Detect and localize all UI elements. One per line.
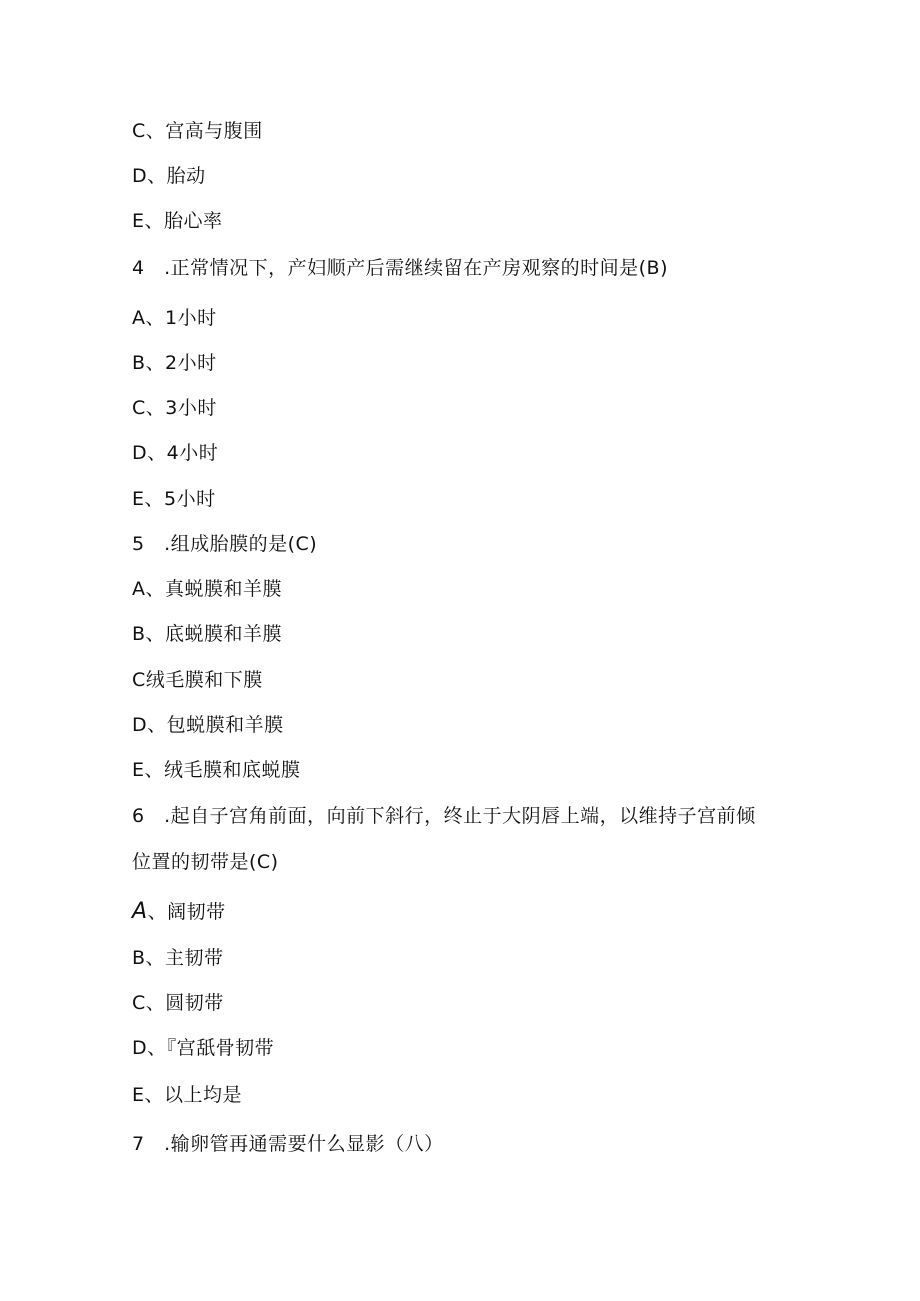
q4-option-c: C、3小时 <box>132 397 217 419</box>
q6-option-e: E、以上均是 <box>132 1084 243 1106</box>
q5-option-e: E、绒毛膜和底蜕膜 <box>132 759 301 781</box>
q6-option-a <box>132 899 226 925</box>
q6-option-d: D、『宫舐骨韧带 <box>132 1037 275 1059</box>
question-6-continued: 位置的韧带是(C) <box>132 851 279 873</box>
q5-option-b: B、底蜕膜和羊膜 <box>132 623 283 645</box>
q6-option-c: C、圆韧带 <box>132 992 224 1014</box>
q6-option-a-text: 、阔韧带 <box>147 901 226 923</box>
q5-option-d: D、包蜕膜和羊膜 <box>132 714 284 736</box>
option-e-fetal-heart-rate: E、胎心率 <box>132 210 223 232</box>
q5-option-a: A、真蜕膜和羊膜 <box>132 578 282 600</box>
option-c-uterine-height: C、宫高与腹围 <box>132 120 263 142</box>
question-4: 4 .正常情况下，产妇顺产后需继续留在产房观察的时间是(B) <box>132 257 668 279</box>
q4-option-a: A、1小时 <box>132 307 217 329</box>
q4-option-b: B、2小时 <box>132 352 217 374</box>
q4-option-d: D、4小时 <box>132 442 219 464</box>
q5-option-c: C绒毛膜和下膜 <box>132 669 263 691</box>
question-7: 7 .输卵管再通需要什么显影（八） <box>132 1133 444 1155</box>
q6-option-b: B、主韧带 <box>132 947 224 969</box>
option-d-fetal-movement: D、胎动 <box>132 165 206 187</box>
q4-option-e: E、5小时 <box>132 488 216 510</box>
q6-option-a-letter: A <box>132 899 148 924</box>
question-6: 6 .起自子宫角前面，向前下斜行，终止于大阴唇上端，以维持子宫前倾 <box>132 805 756 827</box>
question-5: 5 .组成胎膜的是(C) <box>132 533 318 555</box>
